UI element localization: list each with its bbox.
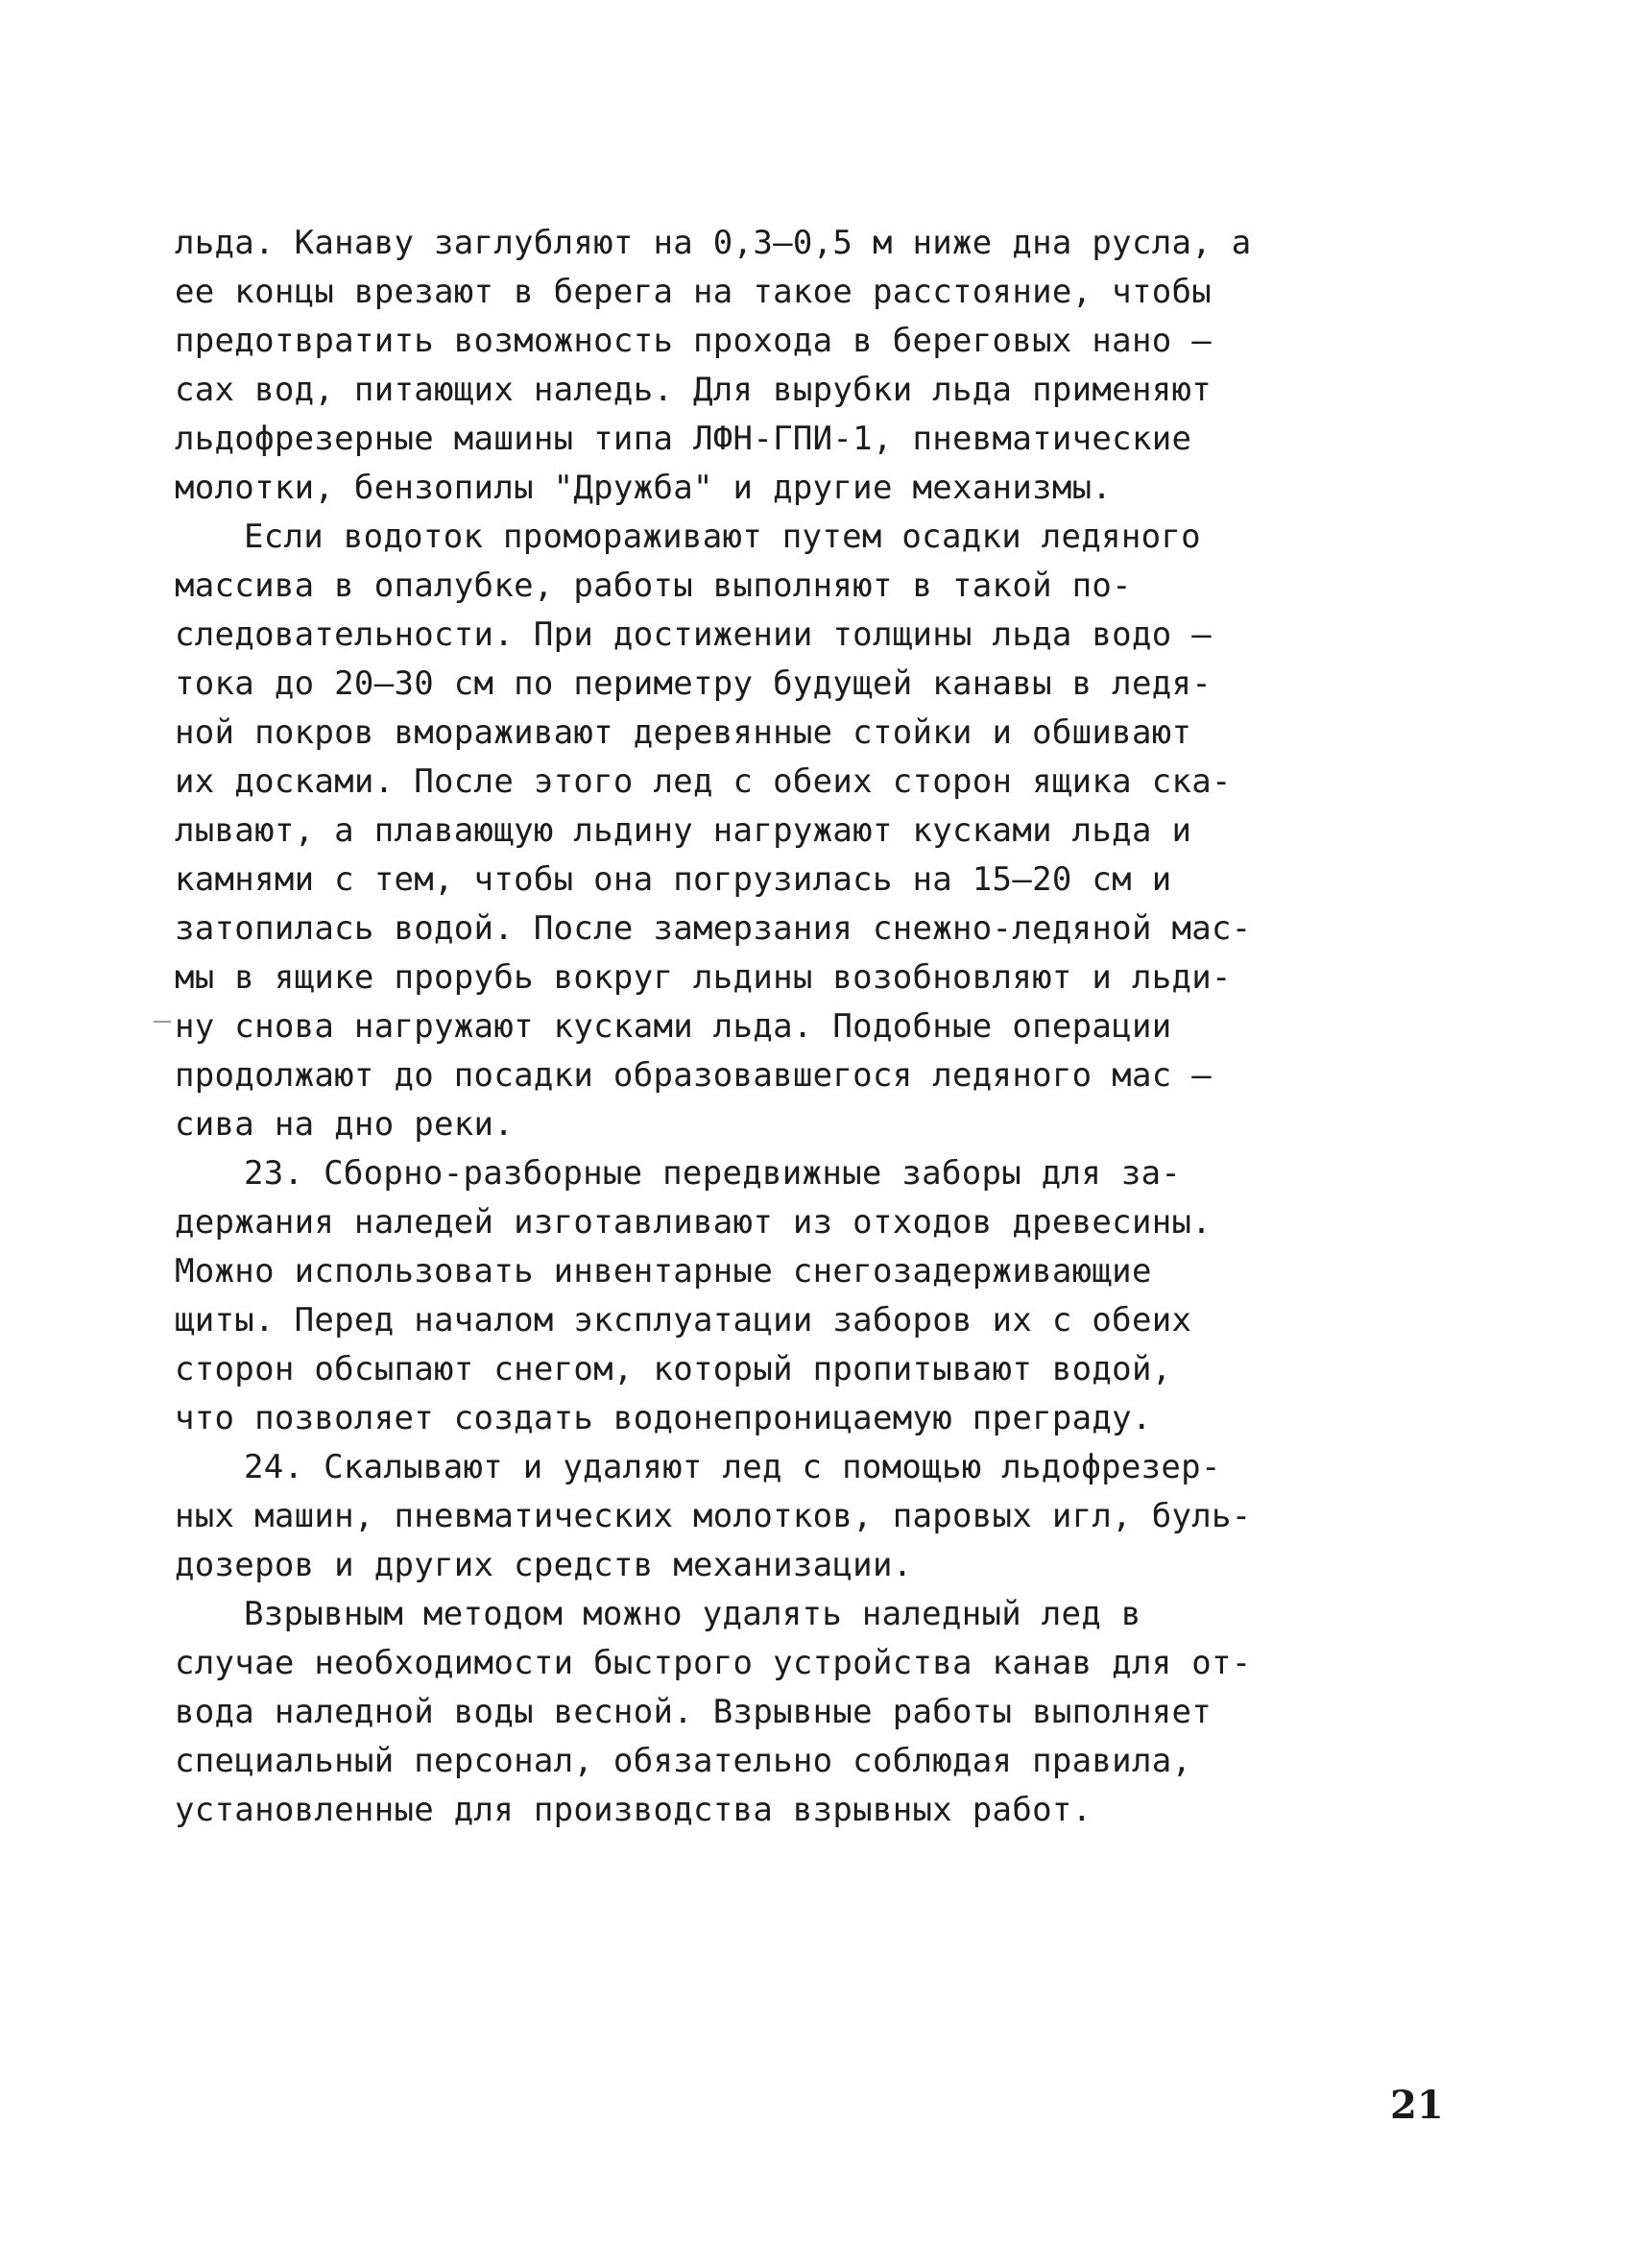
text-line: массива в опалубке, работы выполняют в такой по- bbox=[175, 567, 1132, 605]
text-line: тока до 20–30 см по периметру будущей канавы в ледя- bbox=[175, 664, 1213, 703]
text-line: дозеров и других средств механизации. bbox=[175, 1546, 913, 1584]
text-line: лывают, а плавающую льдину нагружают кусками льда и bbox=[175, 811, 1192, 850]
paragraph-start-line: Если водоток промораживают путем осадки ледяного bbox=[244, 518, 1201, 556]
page-number: 21 bbox=[1390, 2083, 1444, 2128]
text-line: сах вод, питающих наледь. Для вырубки льда применяют bbox=[175, 371, 1213, 409]
paragraph-start-line: 23. Сборно-разборные передвижные заборы для за- bbox=[244, 1154, 1182, 1193]
text-line: следовательности. При достижении толщины льда водо – bbox=[175, 615, 1213, 654]
text-line: льда. Канаву заглубляют на 0,3–0,5 м ниже дна русла, а bbox=[175, 224, 1252, 262]
text-line: ных машин, пневматических молотков, паровых игл, буль- bbox=[175, 1497, 1252, 1535]
text-line: что позволяет создать водонепроницаемую преграду. bbox=[175, 1399, 1152, 1437]
text-line: льдофрезерные машины типа ЛФН-ГПИ-1, пневматические bbox=[175, 420, 1192, 458]
text-line: сива на дно реки. bbox=[175, 1105, 515, 1144]
paragraph-start-line: Взрывным методом можно удалять наледный лед в bbox=[244, 1595, 1141, 1633]
text-line: молотки, бензопилы "Дружба" и другие механизмы. bbox=[175, 469, 1113, 507]
text-line: держания наледей изготавливают из отходов древесины. bbox=[175, 1203, 1213, 1242]
text-line: продолжают до посадки образовавшегося ледяного мас – bbox=[175, 1056, 1213, 1095]
text-line: камнями с тем, чтобы она погрузилась на 15–20 см и bbox=[175, 860, 1172, 899]
paragraph-start-line: 24. Скалывают и удаляют лед с помощью льдофрезер- bbox=[244, 1448, 1221, 1486]
text-line: случае необходимости быстрого устройства канав для от- bbox=[175, 1644, 1252, 1682]
text-line: затопилась водой. После замерзания снежно-ледяной мас- bbox=[175, 909, 1252, 948]
text-line: Можно использовать инвентарные снегозадерживающие bbox=[175, 1252, 1152, 1291]
text-line: их досками. После этого лед с обеих сторон ящика ска- bbox=[175, 762, 1232, 801]
text-line: мы в ящике прорубь вокруг льдины возобновляют и льди- bbox=[175, 958, 1232, 997]
text-line: ну снова нагружают кусками льда. Подобные операции bbox=[175, 1007, 1172, 1046]
text-line: ее концы врезают в берега на такое расстояние, чтобы bbox=[175, 273, 1213, 311]
body-text bbox=[175, 219, 1452, 1835]
text-line: установленные для производства взрывных работ. bbox=[175, 1791, 1093, 1829]
text-line: предотвратить возможность прохода в береговых нано – bbox=[175, 322, 1213, 360]
text-line: щиты. Перед началом эксплуатации заборов их с обеих bbox=[175, 1301, 1192, 1339]
text-line: специальный персонал, обязательно соблюдая правила, bbox=[175, 1742, 1192, 1780]
margin-mark bbox=[154, 1021, 171, 1023]
text-line: вода наледной воды весной. Взрывные работы выполняет bbox=[175, 1693, 1213, 1731]
text-line: сторон обсыпают снегом, который пропитывают водой, bbox=[175, 1350, 1172, 1388]
text-line: ной покров вмораживают деревянные стойки и обшивают bbox=[175, 713, 1192, 752]
